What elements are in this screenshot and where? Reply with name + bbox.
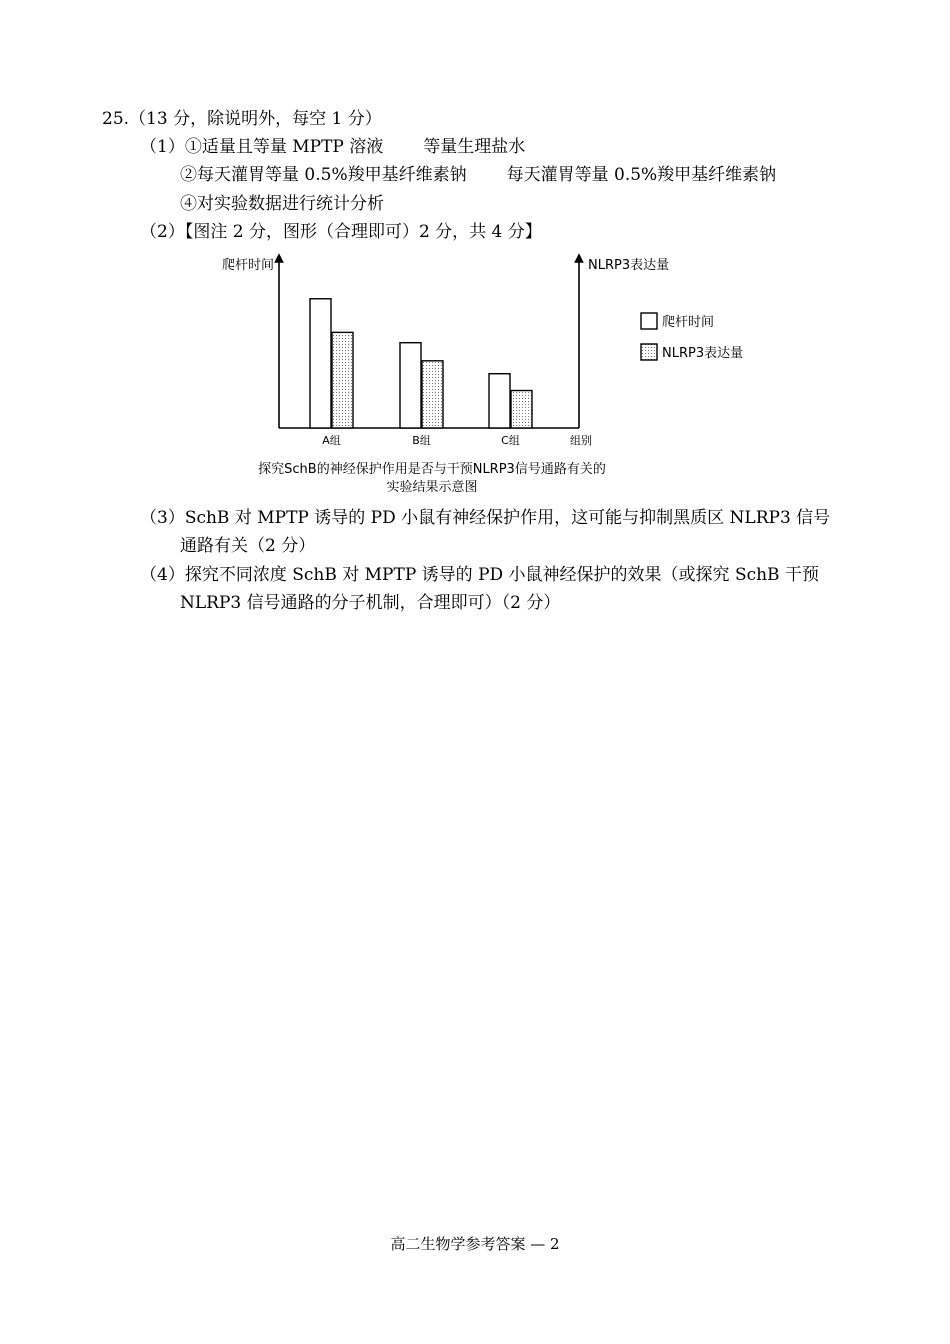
answer-3-line-1: （3）SchB 对 MPTP 诱导的 PD 小鼠有神经保护作用，这可能与抑制黑质区 NLRP3 信号 xyxy=(140,508,831,528)
legend-swatch-1 xyxy=(641,313,657,329)
answer-1-blank-c: ②每天灌胃等量 0.5%羧甲基纤维素钠 xyxy=(180,165,467,185)
answer-4-line-2: NLRP3 信号通路的分子机制，合理即可）（2 分） xyxy=(180,593,561,613)
question-header: 25.（13 分，除说明外，每空 1 分） xyxy=(102,109,382,129)
x-tick-label: B组 xyxy=(412,434,431,447)
chart-caption-line-2: 实验结果示意图 xyxy=(386,480,478,495)
right-y-axis-label: NLRP3表达量 xyxy=(588,258,670,273)
answer-1-line-3: ④对实验数据进行统计分析 xyxy=(180,194,384,214)
bar-climb-time-3 xyxy=(489,374,510,428)
answer-3-line-2: 通路有关（2 分） xyxy=(180,536,316,556)
x-tick-label: C组 xyxy=(501,434,520,447)
bar-nlrp3-1 xyxy=(332,332,353,428)
legend-swatch-2 xyxy=(641,344,657,360)
x-tick-label: A组 xyxy=(322,434,341,447)
answer-4-line-1: （4）探究不同浓度 SchB 对 MPTP 诱导的 PD 小鼠神经保护的效果（或探究 SchB 干预 xyxy=(140,565,819,585)
bar-climb-time-1 xyxy=(310,299,331,428)
legend-label-2: NLRP3表达量 xyxy=(662,346,744,361)
answer-1-blank-a: （1）①适量且等量 MPTP 溶液 xyxy=(140,137,384,157)
answer-2: （2）【图注 2 分，图形（合理即可）2 分，共 4 分】 xyxy=(140,222,542,242)
answer-1-line-1 xyxy=(140,136,525,158)
answer-1-blank-d: 每天灌胃等量 0.5%羧甲基纤维素钠 xyxy=(506,165,777,185)
left-y-axis-label: 爬杆时间 xyxy=(221,258,274,273)
bar-nlrp3-2 xyxy=(422,361,443,428)
x-axis-label: 组别 xyxy=(570,434,592,447)
answer-1-blank-b: 等量生理盐水 xyxy=(423,137,526,157)
legend-label-1: 爬杆时间 xyxy=(662,315,715,330)
bar-climb-time-2 xyxy=(400,343,421,428)
page-footer: 高二生物学参考答案 — 2 xyxy=(390,1235,560,1253)
bar-nlrp3-3 xyxy=(511,391,532,428)
chart-caption-line-1: 探究SchB的神经保护作用是否与干预NLRP3信号通路有关的 xyxy=(258,462,606,477)
answer-1-line-2 xyxy=(180,164,776,186)
